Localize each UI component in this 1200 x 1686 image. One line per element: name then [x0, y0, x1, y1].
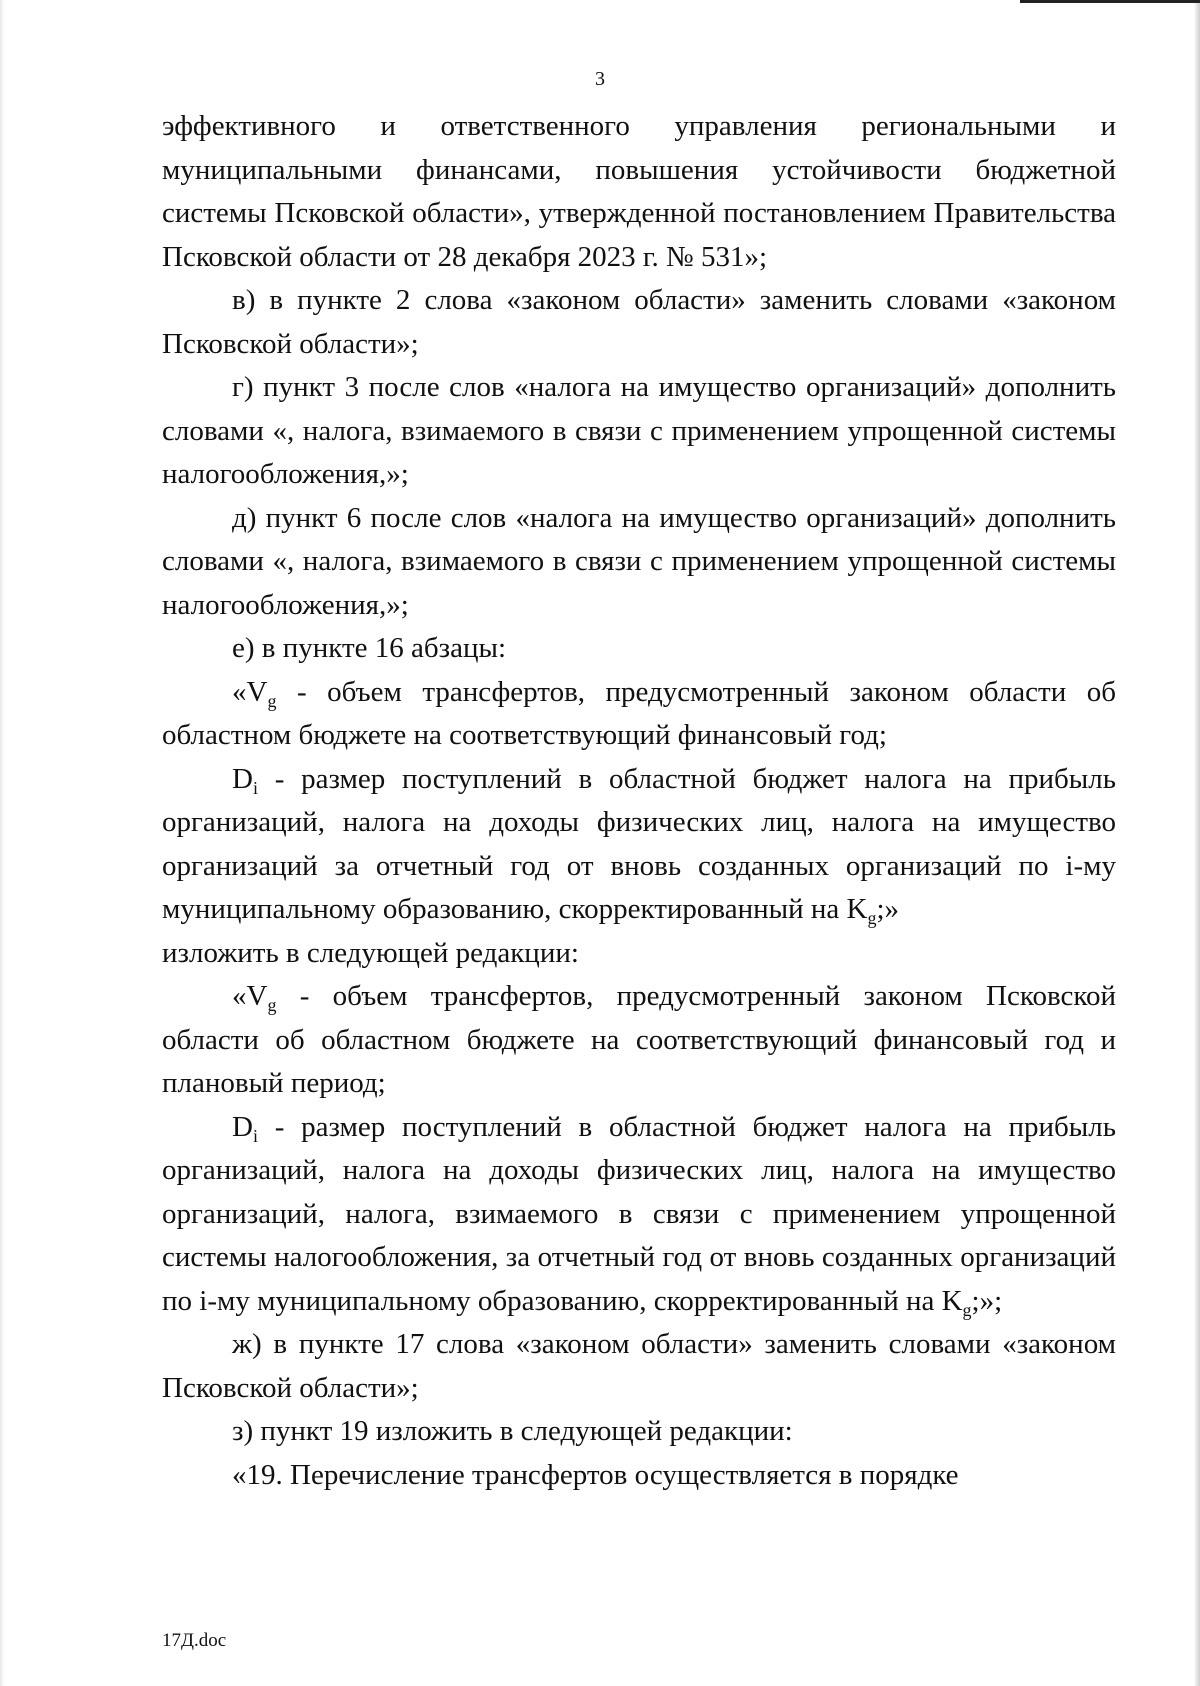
paragraph-v: в) в пункте 2 слова «законом области» заменить словами «законом Псковской области»; — [162, 284, 1116, 360]
formula-subscript: g — [267, 690, 277, 711]
formula-subscript: g — [267, 995, 277, 1015]
formula-subscript: i — [252, 1125, 258, 1146]
paragraph-zh: ж) в пункте 17 слова «законом области» заменить словами «законом Псковской области»; — [162, 1328, 1116, 1404]
paragraph-di-old — [162, 758, 1116, 932]
paragraph-text-end: ;»; — [971, 1284, 1003, 1317]
paragraph-19: «19. Перечисление трансфертов осуществляется в порядке — [232, 1458, 959, 1491]
paragraph-g: г) пункт 3 после слов «налога на имущество организаций» дополнить словами «, налога, взимаемого в связи с применением упрощенной системы налогообложения,»; — [162, 371, 1116, 490]
formula-var: D — [232, 1110, 253, 1143]
footer-filename: 17Д.doc — [162, 1630, 227, 1651]
formula-var: «V — [232, 980, 268, 1012]
top-rule — [1020, 0, 1200, 3]
paragraph-replace: изложить в следующей редакции: — [162, 936, 579, 969]
paragraph-text: - объем трансфертов, предусмотренный законом Псковской области об областном бюджете на соответствующий финансовый год и плановый период; — [162, 980, 1116, 1099]
paragraph-text: - объем трансфертов, предусмотренный законом области об областном бюджете на соответствующий финансовый год; — [162, 675, 1116, 751]
paragraph-text: - размер поступлений в областной бюджет налога на прибыль организаций, налога на доходы физических лиц, налога на имущество организаций, налога, взимаемого в связи с применением упрощенной системы налогообложения, за отчетный год от вновь созданных организаций по i-му муниципальному образованию, скорректированный на K — [162, 1110, 1116, 1317]
page-number: 3 — [595, 68, 605, 90]
paragraph-e: е) в пункте 16 абзацы: — [232, 632, 507, 664]
paragraph-vg-new — [162, 975, 1116, 1106]
scan-edge-right — [1194, 0, 1200, 1686]
paragraph-text: - размер поступлений в областной бюджет налога на прибыль организаций, налога на доходы физических лиц, налога на имущество организаций за отчетный год от вновь созданных организаций по i-му муниципальному образованию, скорректированный на K — [162, 762, 1116, 925]
paragraph-vg-old — [162, 671, 1116, 758]
paragraph-d: д) пункт 6 после слов «налога на имущество организаций» дополнить словами «, налога, взимаемого в связи с применением упрощенной системы налогообложения,»; — [162, 501, 1116, 621]
document-body — [162, 105, 1116, 1497]
paragraph-text-end: ;» — [876, 893, 900, 925]
paragraph-1: эффективного и ответственного управления региональными и муниципальными финансами, повышения устойчивости бюджетной системы Псковской области», утвержденной постановлением Правительства Псковской области от 28 декабря 2023 г. № 531»; — [162, 110, 1116, 273]
formula-subscript: i — [252, 777, 258, 798]
formula-subscript: g — [962, 1299, 972, 1320]
formula-var: «V — [232, 675, 268, 708]
formula-var: D — [232, 762, 253, 795]
paragraph-di-new — [162, 1106, 1116, 1324]
scan-edge-left — [0, 0, 4, 1686]
paragraph-z: з) пункт 19 изложить в следующей редакции: — [232, 1415, 793, 1447]
formula-subscript: g — [867, 908, 877, 928]
